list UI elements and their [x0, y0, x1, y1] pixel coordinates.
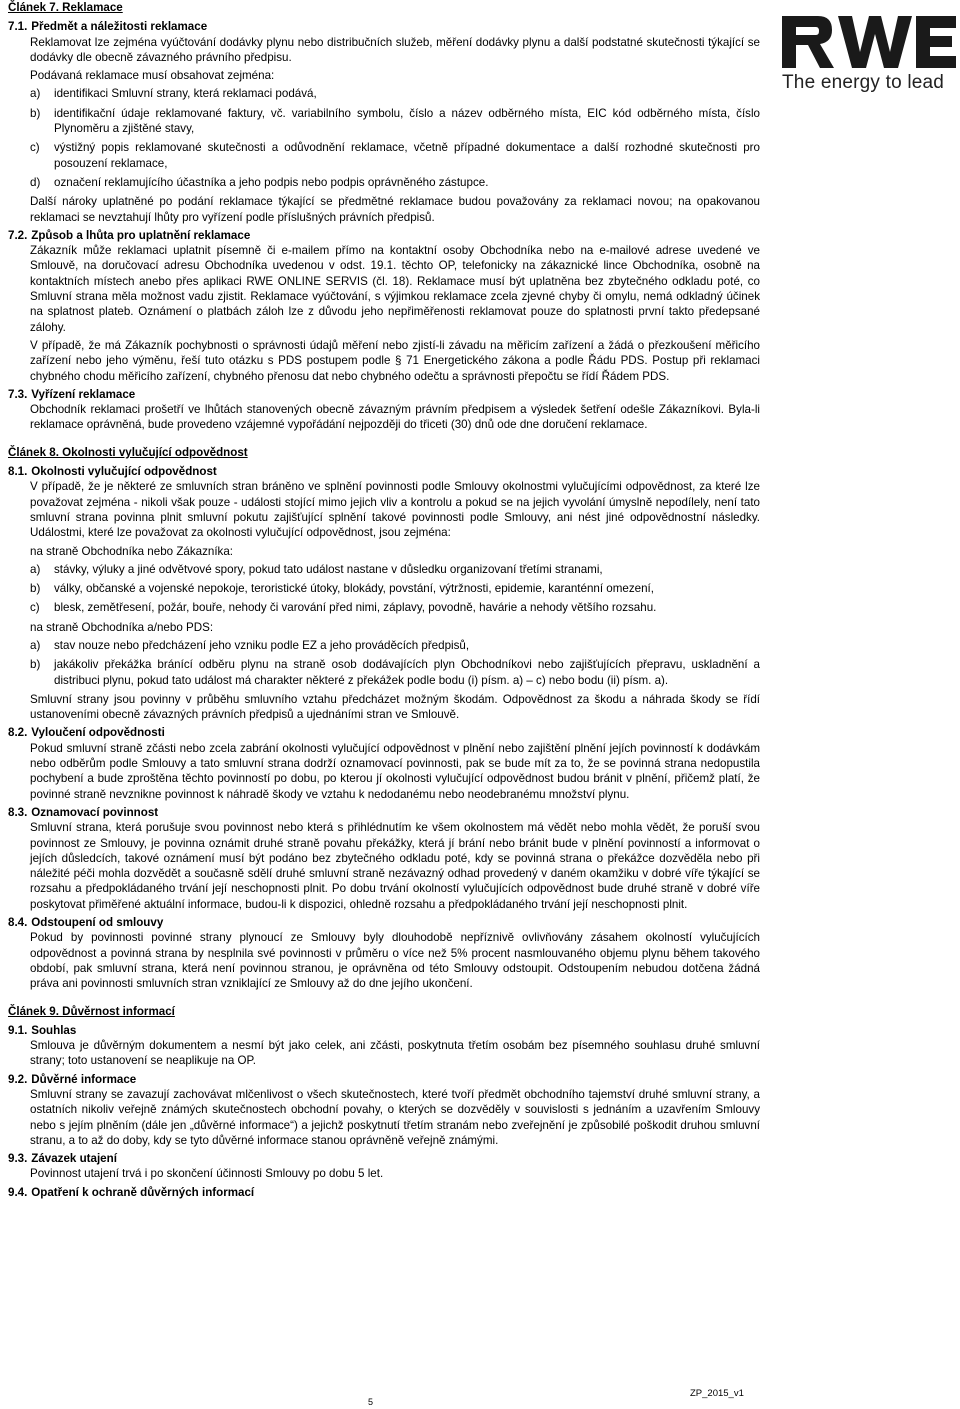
- list: [30, 86, 760, 101]
- list-item: [30, 581, 760, 596]
- list-item-text: jakákoliv překážka bránící odběru plynu na straně osob dodávajících plyn Obchodníkovi nebo zajišťujících přepravu, uskladnění a distribuci plynu, pokud tato událost má charakter některé z překážek podle bodu (i) písm. a) – c) nebo bodu (ii) písm. a).: [54, 658, 760, 687]
- section-number: 9.4.: [8, 1185, 28, 1199]
- section-number: 7.1.: [8, 20, 28, 34]
- paragraph: Povinnost utajení trvá i po skončení účinnosti Smlouvy po dobu 5 let.: [30, 1167, 384, 1181]
- section-heading-text: Vyloučení odpovědnosti: [31, 726, 165, 740]
- paragraph: V případě, že má Zákazník pochybnosti o správnosti údajů měření nebo zjistí-li závadu na měřicím zařízení a žádá o přezkoušení měřicího zařízení nebo jeho výměnu, řeší tuto otázku s PDS postupem podle § 71 Energetického zákona a podle Řádu PDS. Postup při reklamaci chybného chodu měřicího zařízení, chybného přenosu dat nebo chybného odečtu a správnosti přepočtu se řídí Řádem PDS.: [30, 338, 760, 383]
- list-marker: b): [30, 106, 41, 120]
- list-item-text: války, občanské a vojenské nepokoje, teroristické útoky, blokády, povstání, výtržnosti, epidemie, karanténní omezení,: [54, 582, 654, 596]
- paragraph: Pokud by povinnosti povinné strany plynoucí ze Smlouvy byly dlouhodobě nepříznivě ovlivňovány zásahem okolností vylučujících odpovědnost a povinná strana by nesplnila své povinnosti v průměru o více než 5% procent nasmlouvaného objemu plynu během takového období, pak smluvní strana, která není povinnou stranou, je oprávněna od této Smlouvy odstoupit. Odstoupením nebudou dotčena žádná práva ani povinnosti smluvních stran vzniklající ze Smlouvy až do dne jejího ukončení.: [30, 931, 760, 991]
- paragraph: Smlouva je důvěrným dokumentem a nesmí být jako celek, ani zčásti, poskytnuta třetím osobám bez písemného souhlasu druhé smluvní strany; toto ustanovení se neaplikuje na OP.: [30, 1039, 760, 1068]
- list-item: [30, 600, 760, 615]
- section-number: 8.1.: [8, 465, 28, 479]
- list-item: [30, 106, 760, 137]
- rwe-tagline: The energy to lead: [782, 72, 945, 93]
- article-title: Článek 7. Reklamace: [8, 1, 123, 14]
- list: [30, 140, 760, 171]
- section-title: [8, 387, 760, 402]
- section-number: 9.3.: [8, 1152, 28, 1166]
- section-number: 7.2.: [8, 228, 28, 242]
- paragraph: Další nároky uplatněné po podání reklamace týkající se předmětné reklamace budou považovány za reklamaci novou; na opakovanou reklamaci se nevztahují lhůty pro vyřízení podle příslušných právních předpisů.: [30, 195, 760, 224]
- article-title: Článek 8. Okolnosti vylučující odpovědnost: [8, 445, 248, 459]
- list-item-text: identifikaci Smluvní strany, která reklamaci podává,: [54, 87, 317, 101]
- list: [30, 657, 760, 688]
- section-number: 8.4.: [8, 916, 28, 930]
- section-heading-text: Okolnosti vylučující odpovědnost: [31, 465, 217, 479]
- section-title: [8, 915, 760, 930]
- list-item: [30, 175, 760, 190]
- paragraph: Smluvní strany jsou povinny v průběhu smluvního vztahu předcházet možným škodám. Odpovědnost za škodu a náhrada škody se řídí ustanoveními obecně závazných právních předpisů a ujednáními stran ve Smlouvě.: [30, 692, 760, 722]
- paragraph: Smluvní strany se zavazují zachovávat mlčenlivost o všech skutečnostech, které tvoří předmět obchodního tajemství druhé smluvní strany, a ostatních nikoliv veřejně známých skutečnostech obchodní povahy, o kterých se dozvěděly v souvislosti s jednáním a uzavřením Smlouvy nebo s jejím plněním (dále jen „důvěrné informace“) a jejichž poskytnutí třetím stranám nebo zveřejnění je způsobilé poškodit druhou smluvní stranu, a to až do doby, kdy se tyto důvěrné informace stanou oprávněně veřejně známými.: [30, 1088, 760, 1147]
- paragraph: Obchodník reklamaci prošetří ve lhůtách stanovených obecně závazným právním předpisem a výsledek šetření odešle Zákazníkovi. Byla-li reklamace oprávněná, bude provedeno vzájemné vypořádání nejpozději do třiceti (30) dnů ode dne doručení reklamace.: [30, 403, 760, 432]
- section-number: 7.3.: [8, 387, 28, 401]
- list-item-text: stav nouze nebo předcházení jeho vzniku podle EZ a jeho prováděcích předpisů,: [54, 638, 470, 652]
- paragraph: Podávaná reklamace musí obsahovat zejména:: [30, 69, 275, 83]
- section-title: [8, 1023, 760, 1038]
- section-title: [8, 805, 760, 820]
- section-number: 9.2.: [8, 1072, 28, 1086]
- list-marker: b): [30, 658, 41, 672]
- list-item: [30, 657, 760, 688]
- section-title: [8, 19, 760, 34]
- section-heading-text: Odstoupení od smlouvy: [31, 916, 164, 930]
- section-number: 8.3.: [8, 805, 28, 819]
- section-heading-text: Závazek utajení: [31, 1152, 117, 1166]
- paragraph: Zákazník může reklamaci uplatnit písemně či e-mailem přímo na kontaktní osoby Obchodníka nebo na e-mailové adrese uvedené ve Smlouvě, na doručovací adresu Obchodníka uvedenou v odst. 19.1. těchto OP, telefonicky na zákaznické lince Obchodníka, osobně na kontaktních místech anebo přes aplikaci RWE ONLINE SERVIS (čl. 18). Reklamace musí být uplatněna bez zbytečného odkladu poté, co Smluvní strana měla možnost vadu zjistit. Reklamace vyúčtování, s výjimkou reklamace zcela zjevné chyby či omylu, nemá odkladný účinek na splatnost plateb. Oznámení o platbách záloh lze z důvodu jeho nepřiměřenosti reklamovat pouze do splatnosti první takto předepsané zálohy.: [30, 244, 760, 334]
- rwe-logo-mark: [780, 12, 958, 70]
- list-item-text: výstižný popis reklamované skutečnosti a odůvodnění reklamace, včetně případné dokumentace a další rozhodné skutečnosti pro posouzení reklamace,: [54, 141, 760, 170]
- section-title: [8, 725, 760, 740]
- section-heading-text: Důvěrné informace: [31, 1072, 137, 1086]
- section-title: [8, 228, 760, 243]
- document-body: [8, 0, 760, 1200]
- list-item-text: označení reklamujícího účastníka a jeho podpis nebo podpis oprávněného zástupce.: [54, 175, 489, 189]
- paragraph: Pokud smluvní straně zčásti nebo zcela zabrání okolnosti vylučující odpovědnost v plnění nebo zajištění plnění jejích povinností k dodávkám nebo odběrům podle Smlouvy a tato smluvní strana dodrží oznamovací povinnosti, pak se bude mít za to, že se povinná strana nedopustila pochybení a bude zproštěna těchto povinností po dobu, po kterou jí okolnosti vylučující odpovědnost budou bránit v plnění, přičemž platí, že povinné straně nevznikne povinnost k náhradě škody ve vztahu k nedodanému nebo neodebranému množství plynu.: [30, 741, 760, 801]
- section-title: [8, 464, 760, 479]
- paragraph: Smluvní strana, která porušuje svou povinnost nebo která s přihlédnutím ke všem okolnostem má vědět nebo mohla vědět, že poruší svou povinnost ze Smlouvy, je povinna oznámit druhé straně povahu překážky, která jí brání nebo bránit bude v plnění povinností a informovat o jejích důsledcích, takové oznámení musí být podáno bez zbytečného odkladu poté, kdy se povinná strana o překážce dozvěděla nebo při náležité péči mohla dozvědět a současně sdělí druhé smluvní straně nezávazný odhad provedený v daném okamžiku v dobré víře týkající se rozsahu a předpokládaného trvání její neschopnosti plnit. Po dobu trvání okolností vylučujících odpovědnost bude druhé straně v dobré víře poskytovat přiměřené aktuální informace, budou-li k dispozici, ohledně rozsahu a předpokládaného trvání její neschopnosti plnit.: [30, 821, 760, 911]
- section-number: 8.2.: [8, 726, 28, 740]
- section-number: 9.1.: [8, 1023, 28, 1037]
- section-heading-text: Souhlas: [31, 1023, 77, 1037]
- section-title: [8, 1151, 760, 1166]
- paragraph: na straně Obchodníka nebo Zákazníka:: [30, 544, 234, 558]
- section-title: [8, 1072, 760, 1087]
- section-heading-text: Způsob a lhůta pro uplatnění reklamace: [31, 228, 251, 242]
- list-item-text: stávky, výluky a jiné odvětvové spory, pokud tato událost nastane v důsledku organizovaní třetími stranami,: [54, 562, 603, 576]
- list-marker: c): [30, 601, 40, 615]
- paragraph: V případě, že je některé ze smluvních stran bráněno ve splnění povinnosti podle Smlouvy okolnostmi vylučujícími odpovědnost, za které lze považovat zejména - nikoli však pouze - události stojící mimo jejich vliv a kontrolu a pokud se na jejich vyvolání úmyslně nepodílely, není tato smluvní strana povinna plnit smluvní pokutu zajišťující splnění takové povinnosti podle Smlouvy, ani nést jiné odpovědnostní následky. Událostmi, které lze považovat za okolnosti vylučující odpovědnost, jsou zejména:: [30, 480, 760, 540]
- list-marker: a): [30, 638, 41, 652]
- section-heading-text: Vyřízení reklamace: [31, 387, 136, 401]
- list-item: [30, 140, 760, 171]
- list-marker: a): [30, 87, 41, 101]
- list: [30, 600, 760, 615]
- article-title: Článek 9. Důvěrnost informací: [8, 1004, 175, 1018]
- section-title: [8, 1185, 760, 1200]
- list-item: [30, 638, 760, 653]
- list-marker: a): [30, 562, 41, 576]
- section-heading-text: Opatření k ochraně důvěrných informací: [31, 1185, 255, 1199]
- list: [30, 638, 760, 653]
- paragraph: Reklamovat lze zejména vyúčtování dodávky plynu nebo distribučních služeb, měření dodávky plynu a další podstatné skutečnosti týkající se dodávky dle obecně závazného právního předpisu.: [30, 35, 760, 64]
- list: [30, 106, 760, 137]
- section-heading-text: Předmět a náležitosti reklamace: [31, 20, 208, 34]
- paragraph: na straně Obchodníka a/nebo PDS:: [30, 620, 214, 634]
- list-item-text: blesk, zemětřesení, požár, bouře, nehody či varování před nimi, záplavy, povodně, havárie a nehody většího rozsahu.: [54, 601, 657, 615]
- section-heading-text: Oznamovací povinnost: [31, 805, 159, 819]
- list: [30, 175, 760, 190]
- list-item-text: identifikační údaje reklamované faktury, vč. variabilního symbolu, číslo a název odběrného místa, EIC kód odběrného místa, číslo Plynoměru a zjištěné stavy,: [54, 106, 760, 136]
- list-item: [30, 562, 760, 577]
- list: [30, 562, 760, 577]
- list-marker: d): [30, 175, 41, 189]
- page-number: 5: [368, 1397, 374, 1407]
- list-marker: b): [30, 582, 41, 596]
- list-marker: c): [30, 141, 40, 155]
- rwe-logo: [780, 12, 960, 102]
- list: [30, 581, 760, 596]
- document-code: ZP_2015_v1: [690, 1388, 744, 1399]
- list-item: [30, 86, 760, 101]
